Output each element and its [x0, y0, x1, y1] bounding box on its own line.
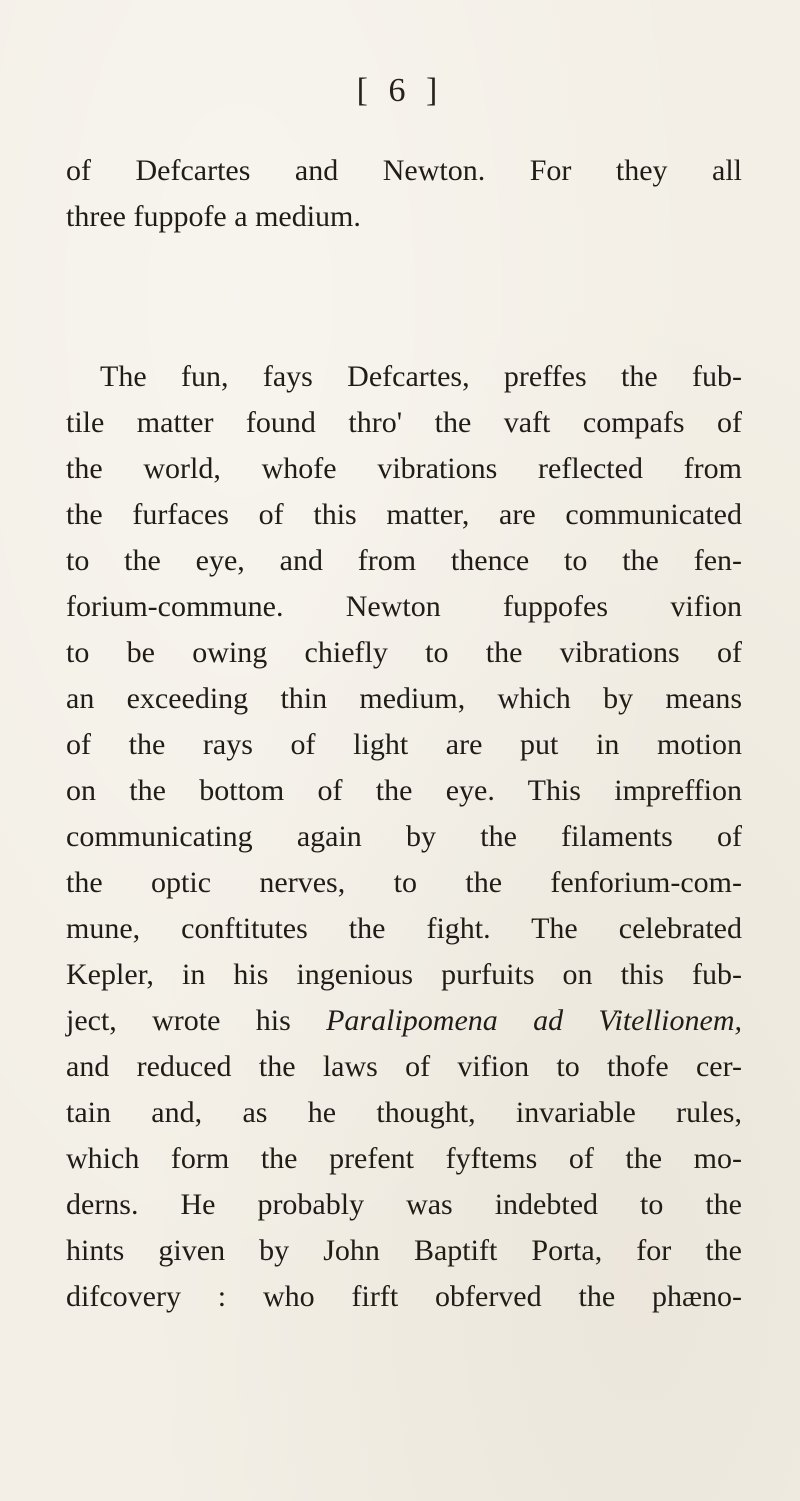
text-line: tain and, as he thought, invariable rules, [66, 1096, 742, 1129]
text-line: Kepler, in his ingenious purfuits on this fub- [66, 958, 742, 991]
text-line: three fuppofe a medium. [66, 200, 361, 233]
text-line: and reduced the laws of vifion to thofe cer- [66, 1050, 742, 1083]
text-line: derns. He probably was indebted to the [66, 1188, 742, 1221]
text-line: the furfaces of this matter, are communicated [66, 498, 742, 531]
text-line: hints given by John Baptift Porta, for the [66, 1234, 742, 1267]
text-line: an exceeding thin medium, which by means [66, 682, 742, 715]
text-line: forium-commune. Newton fuppofes vifion [66, 590, 742, 623]
book-title-italic: Paralipomena ad Vitellionem, [326, 1004, 742, 1037]
text-line: the optic nerves, to the fenforium-com- [66, 866, 742, 899]
text-line: on the bottom of the eye. This impreffion [66, 774, 742, 807]
text-line: communicating again by the filaments of [66, 820, 742, 853]
text-line: tile matter found thro' the vaft compafs of [66, 406, 742, 439]
page-number: [ 6 ] [356, 72, 444, 109]
text-line: difcovery : who firft obferved the phæno- [66, 1280, 742, 1313]
text-line: the world, whofe vibrations reflected from [66, 452, 742, 485]
paragraph-1 [66, 148, 742, 240]
text-line-with-title [66, 998, 742, 1044]
text-line: The fun, fays Defcartes, preffes the fub- [100, 360, 742, 393]
paragraph-2 [66, 354, 742, 1320]
text-line: mune, conftitutes the fight. The celebrated [66, 912, 742, 945]
text-line: to be owing chiefly to the vibrations of [66, 636, 742, 669]
text-line: of the rays of light are put in motion [66, 728, 742, 761]
text-line: to the eye, and from thence to the fen- [66, 544, 742, 577]
text-line: of Defcartes and Newton. For they all [66, 154, 742, 187]
text-line: which form the prefent fyftems of the mo- [66, 1142, 742, 1175]
text-fragment: ject, wrote his [66, 1004, 291, 1037]
